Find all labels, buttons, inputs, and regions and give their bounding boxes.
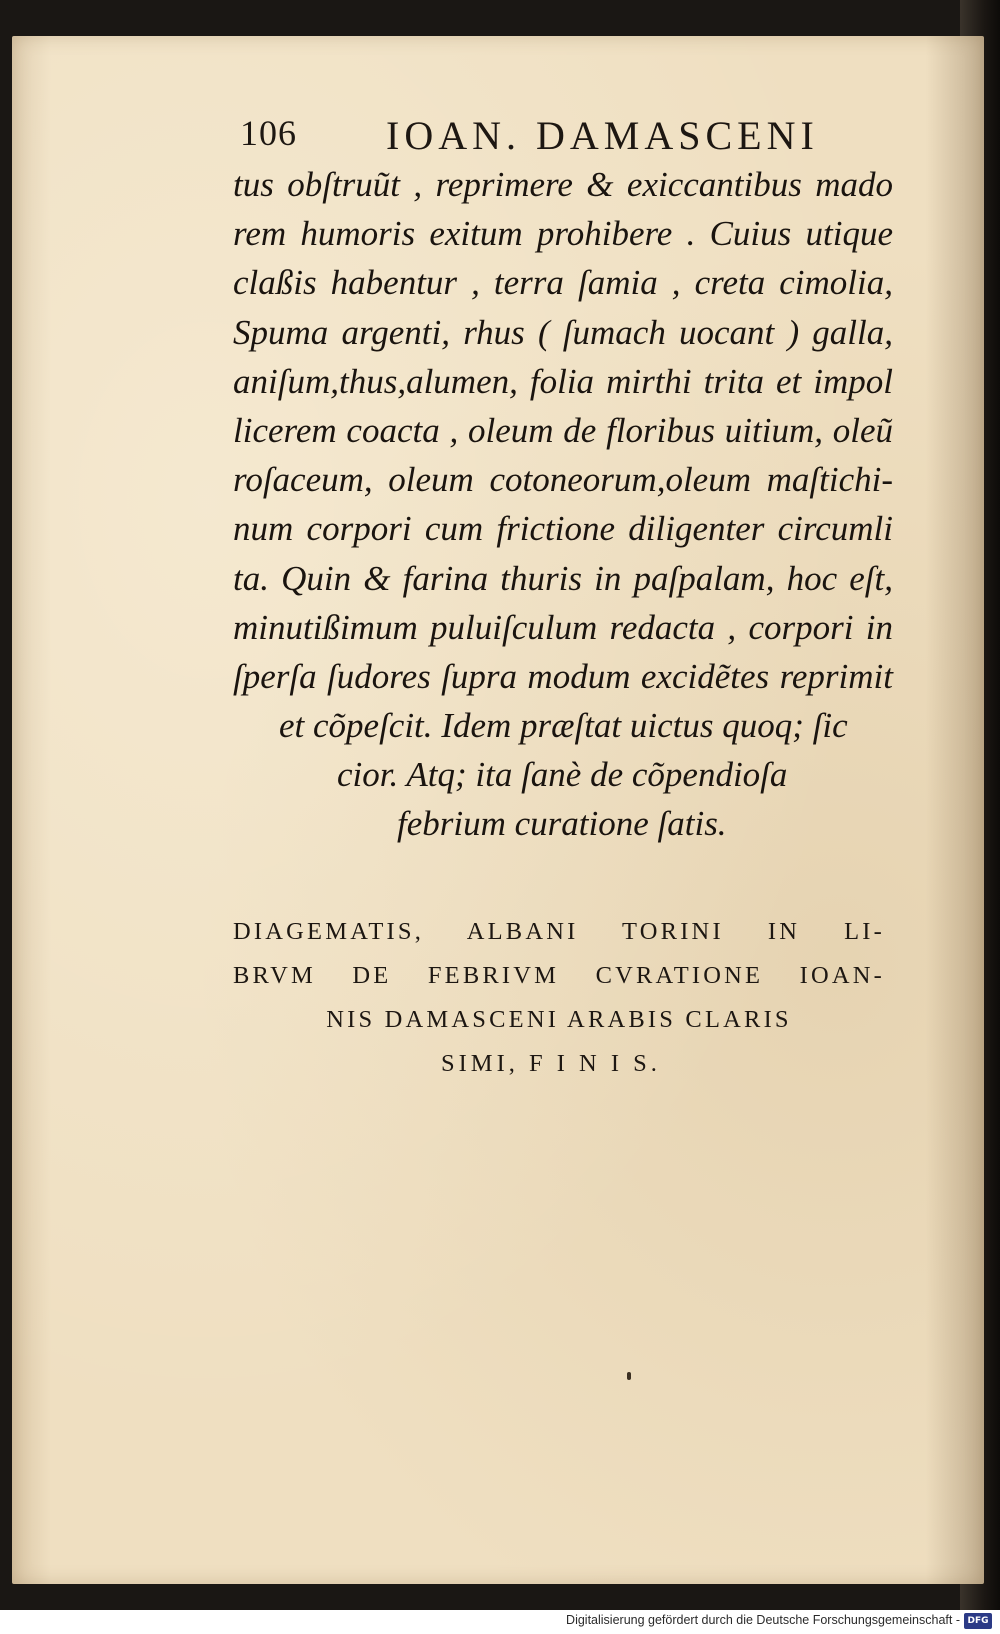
text-line: cior. Atq; ita ſanè de cõpendioſa bbox=[337, 755, 788, 795]
colophon-line: NIS DAMASCENI ARABIS CLARIS bbox=[326, 1006, 792, 1033]
text-line: minutißimum puluiſculum redacta , corpori in bbox=[233, 607, 893, 647]
text-line: ſperſa ſudores ſupra modum excidẽtes reprimit bbox=[233, 656, 893, 696]
body-text bbox=[233, 160, 893, 849]
running-title: IOAN. DAMASCENI bbox=[386, 113, 819, 158]
colophon-line: BRVM DE FEBRIVM CVRATIONE IOAN- bbox=[233, 962, 885, 989]
ink-speck bbox=[627, 1372, 631, 1380]
text-line: ta. Quin & farina thuris in paſpalam, hoc eſt, bbox=[233, 558, 893, 598]
page-number: 106 bbox=[240, 113, 297, 153]
dfg-logo: DFG bbox=[964, 1613, 992, 1629]
colophon-line: DIAGEMATIS, ALBANI TORINI IN LI- bbox=[233, 918, 885, 945]
text-line: tus obſtruũt , reprimere & exiccantibus mado bbox=[233, 165, 893, 204]
text-line: et cõpeſcit. Idem præſtat uictus quoq; ſic bbox=[279, 706, 848, 746]
text-line: num corpori cum frictione diligenter circumli bbox=[233, 509, 893, 549]
text-line: claßis habentur , terra ſamia , creta cimolia, bbox=[233, 263, 893, 303]
colophon bbox=[233, 910, 885, 1086]
text-line: licerem coacta , oleum de floribus uitium, oleũ bbox=[233, 410, 893, 450]
text-line: rem humoris exitum prohibere . Cuius utique bbox=[233, 214, 893, 254]
text-line: Spuma argenti, rhus ( ſumach uocant ) galla, bbox=[233, 312, 893, 352]
text-line: febrium curatione ſatis. bbox=[397, 804, 727, 844]
footer-bar bbox=[0, 1610, 1000, 1634]
text-line: aniſum,thus,alumen, folia mirthi trita et impol bbox=[233, 361, 893, 401]
text-line: roſaceum, oleum cotoneorum,oleum maſtichi- bbox=[233, 460, 893, 500]
colophon-line: SIMI, F I N I S. bbox=[441, 1050, 661, 1077]
footer-credit: Digitalisierung gefördert durch die Deutsche Forschungsgemeinschaft - bbox=[566, 1613, 960, 1627]
